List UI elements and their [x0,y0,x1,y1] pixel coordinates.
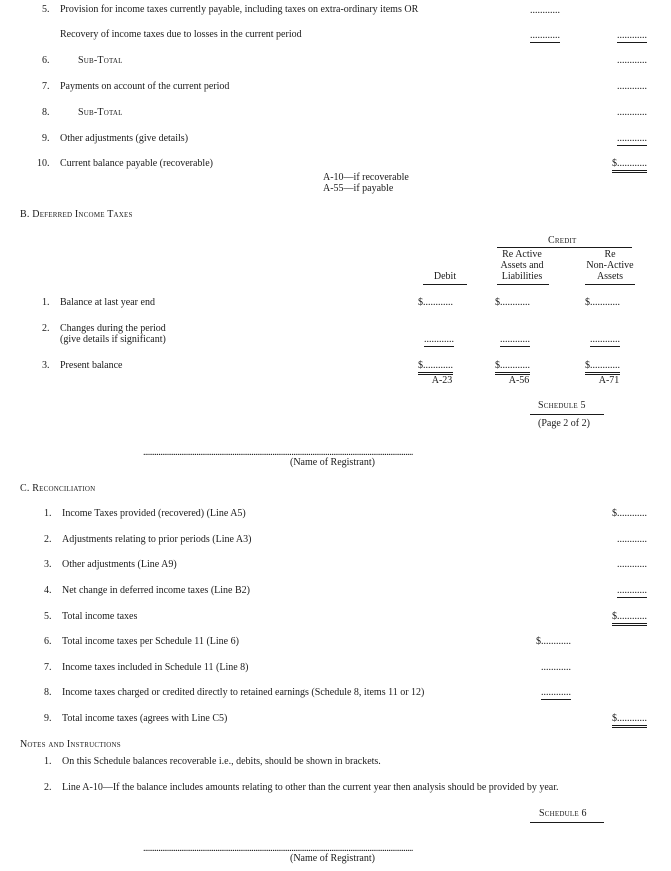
line-number: 5. [42,4,50,15]
reference-note: A-10—if recoverable [323,172,409,183]
registrant-label: (Name of Registrant) [290,457,375,468]
amount-field[interactable]: ............ [424,334,454,345]
schedule-rule [530,414,604,415]
amount-field[interactable]: $............ [585,297,620,308]
amount-field[interactable]: $............ [612,508,647,519]
line-label: Sub-Total [78,55,123,66]
reference-code: A-23 [431,375,453,386]
amount-field[interactable]: ............ [530,30,560,41]
page-indicator: (Page 2 of 2) [538,418,590,429]
amount-field[interactable]: $............ [495,360,530,375]
line-number: 7. [44,662,52,673]
amount-field[interactable]: ............ [617,30,647,41]
section-title: C. Reconciliation [20,483,96,494]
line-number: 10. [37,158,50,169]
column-header: Non-Active [586,260,634,271]
line-label: Income taxes charged or credited directly to retained earnings (Schedule 8, items 11 or 12) [62,687,425,698]
section-title: Notes and Instructions [20,739,121,750]
line-label: Present balance [60,360,123,371]
column-header: Debit [433,271,457,282]
header-rule [497,247,632,248]
line-label: Net change in deferred income taxes (Line B2) [62,585,250,596]
schedule-label: Schedule 5 [538,400,586,411]
registrant-name-field[interactable]: .............................................................................................................................................. [143,843,413,854]
registrant-label: (Name of Registrant) [290,853,375,864]
amount-field[interactable]: ............ [617,534,647,545]
line-label: Sub-Total [78,107,123,118]
amount-field[interactable]: $............ [418,360,453,375]
line-label: Provision for income taxes currently payable, including taxes on extra-ordinary items OR [60,4,419,15]
amount-field[interactable]: ............ [617,81,647,92]
line-number: 2. [42,323,50,334]
line-label: Recovery of income taxes due to losses in the current period [60,29,302,40]
line-number: 9. [42,133,50,144]
line-label: Income Taxes provided (recovered) (Line A5) [62,508,246,519]
line-number: 2. [44,534,52,545]
line-number: 3. [44,559,52,570]
amount-field[interactable]: ............ [500,334,530,345]
line-label: Adjustments relating to prior periods (Line A3) [62,534,252,545]
line-number: 1. [42,297,50,308]
amount-field[interactable]: ............ [617,133,647,144]
amount-field[interactable]: ............ [541,687,571,698]
line-label: Other adjustments (Line A9) [62,559,177,570]
amount-field[interactable]: $............ [536,636,571,647]
column-header: Re [604,249,616,260]
note-text: Line A-10—If the balance includes amounts relating to other than the current year then analysis should be provided by year. [62,782,559,793]
column-header: Assets [596,271,624,282]
line-number: 7. [42,81,50,92]
header-rule [423,284,467,285]
line-number: 4. [44,585,52,596]
line-number: 8. [42,107,50,118]
amount-field[interactable]: $............ [612,713,647,728]
credit-header: Credit [548,235,577,246]
line-label: Changes during the period [60,323,166,334]
line-number: 6. [42,55,50,66]
line-label: Payments on account of the current period [60,81,230,92]
amount-field[interactable]: $............ [418,297,453,308]
line-number: 5. [44,611,52,622]
amount-field[interactable]: ............ [617,107,647,118]
line-number: 1. [44,508,52,519]
schedule-rule [530,822,604,823]
note-number: 2. [44,782,52,793]
schedule-label: Schedule 6 [539,808,587,819]
note-number: 1. [44,756,52,767]
amount-field[interactable]: ............ [617,559,647,570]
section-title: B. Deferred Income Taxes [20,209,133,220]
column-header: Re Active [502,249,542,260]
amount-field[interactable]: ............ [541,662,571,673]
amount-field[interactable]: $............ [495,297,530,308]
header-rule [585,284,635,285]
line-label: (give details if significant) [60,334,166,345]
line-label: Total income taxes [62,611,138,622]
amount-field[interactable]: ............ [530,5,560,16]
line-label: Income taxes included in Schedule 11 (Line 8) [62,662,249,673]
line-label: Other adjustments (give details) [60,133,189,144]
reference-code: A-71 [598,375,620,386]
amount-field[interactable]: ............ [617,55,647,66]
registrant-name-field[interactable]: .............................................................................................................................................. [143,447,413,458]
amount-field[interactable]: ............ [617,585,647,596]
column-header: Liabilities [501,271,543,282]
amount-field[interactable]: $............ [585,360,620,375]
header-rule [497,284,549,285]
line-label: Total income taxes (agrees with Line C5) [62,713,228,724]
line-label: Total income taxes per Schedule 11 (Line 6) [62,636,239,647]
line-label: Balance at last year end [60,297,155,308]
line-number: 6. [44,636,52,647]
line-number: 8. [44,687,52,698]
line-label: Current balance payable (recoverable) [60,158,213,169]
column-header: Assets and [500,260,544,271]
amount-field[interactable]: ............ [590,334,620,345]
line-number: 3. [42,360,50,371]
amount-field[interactable]: $............ [612,158,647,173]
reference-note: A-55—if payable [323,183,394,194]
line-number: 9. [44,713,52,724]
amount-field[interactable]: $............ [612,611,647,626]
reference-code: A-56 [508,375,530,386]
note-text: On this Schedule balances recoverable i.e., debits, should be shown in brackets. [62,756,381,767]
